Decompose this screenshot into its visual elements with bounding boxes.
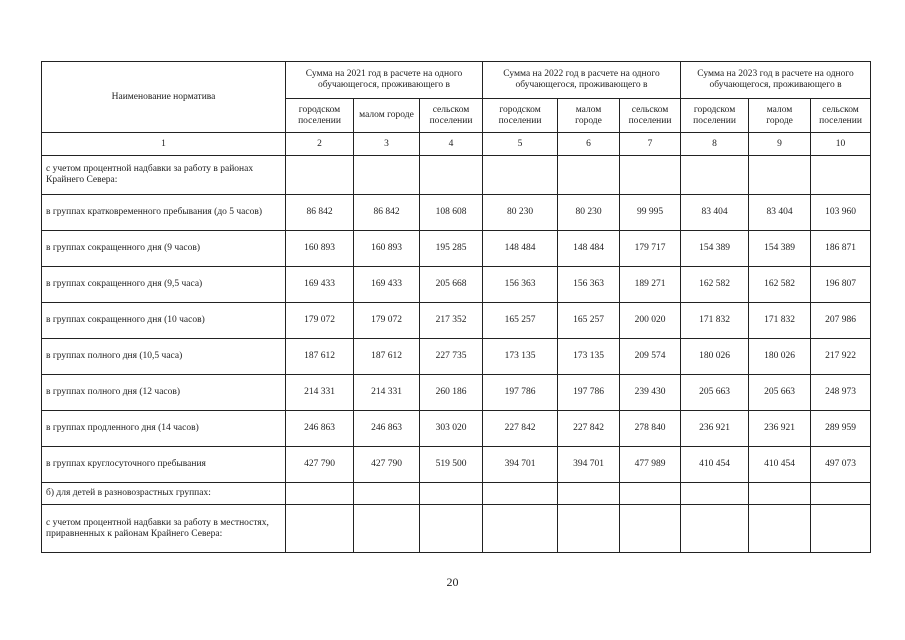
value-cell: 214 331 — [286, 375, 354, 411]
value-cell — [811, 156, 871, 195]
value-cell — [558, 505, 620, 553]
table-row — [42, 483, 871, 505]
sub-header: малом городе — [749, 99, 811, 133]
value-cell: 246 863 — [354, 411, 420, 447]
value-cell — [286, 483, 354, 505]
value-cell: 196 807 — [811, 267, 871, 303]
header-name-cell: Наименование норматива — [42, 62, 286, 133]
value-cell: 180 026 — [749, 339, 811, 375]
page-number: 20 — [446, 575, 459, 589]
row-label: в группах сокращенного дня (10 часов) — [42, 303, 286, 339]
value-cell: 80 230 — [483, 195, 558, 231]
sub-header: малом городе — [354, 99, 420, 133]
value-cell: 173 135 — [558, 339, 620, 375]
value-cell: 214 331 — [354, 375, 420, 411]
value-cell: 394 701 — [483, 447, 558, 483]
row-label: в группах сокращенного дня (9,5 часа) — [42, 267, 286, 303]
value-cell: 205 663 — [681, 375, 749, 411]
value-cell — [749, 505, 811, 553]
value-cell: 154 389 — [749, 231, 811, 267]
sub-header: сельском поселении — [811, 99, 871, 133]
value-cell: 217 922 — [811, 339, 871, 375]
value-cell: 179 072 — [354, 303, 420, 339]
table-row — [42, 156, 871, 195]
sub-header: городском поселении — [286, 99, 354, 133]
table-row — [42, 267, 871, 303]
row-label: в группах продленного дня (14 часов) — [42, 411, 286, 447]
value-cell — [354, 156, 420, 195]
value-cell: 160 893 — [354, 231, 420, 267]
row-label: в группах сокращенного дня (9 часов) — [42, 231, 286, 267]
value-cell: 410 454 — [749, 447, 811, 483]
value-cell: 83 404 — [681, 195, 749, 231]
value-cell: 189 271 — [620, 267, 681, 303]
value-cell: 179 072 — [286, 303, 354, 339]
value-cell — [681, 505, 749, 553]
value-cell: 427 790 — [286, 447, 354, 483]
value-cell: 205 668 — [420, 267, 483, 303]
value-cell: 227 735 — [420, 339, 483, 375]
col-number: 4 — [420, 133, 483, 156]
value-cell — [558, 156, 620, 195]
value-cell: 394 701 — [558, 447, 620, 483]
value-cell: 260 186 — [420, 375, 483, 411]
value-cell — [749, 483, 811, 505]
col-number: 1 — [42, 133, 286, 156]
col-number: 9 — [749, 133, 811, 156]
table-row — [42, 339, 871, 375]
value-cell — [749, 156, 811, 195]
value-cell: 477 989 — [620, 447, 681, 483]
value-cell: 209 574 — [620, 339, 681, 375]
row-label: с учетом процентной надбавки за работу в местностях, приравненных к районам Крайнего Севера: — [42, 505, 286, 553]
value-cell: 148 484 — [483, 231, 558, 267]
row-label: б) для детей в разновозрастных группах: — [42, 483, 286, 505]
value-cell — [620, 156, 681, 195]
value-cell: 236 921 — [749, 411, 811, 447]
sub-header: сельском поселении — [420, 99, 483, 133]
value-cell: 186 871 — [811, 231, 871, 267]
sub-header: городском поселении — [681, 99, 749, 133]
row-label: в группах полного дня (10,5 часа) — [42, 339, 286, 375]
value-cell: 187 612 — [354, 339, 420, 375]
value-cell — [483, 483, 558, 505]
value-cell: 187 612 — [286, 339, 354, 375]
sub-header: городском поселении — [483, 99, 558, 133]
value-cell: 289 959 — [811, 411, 871, 447]
value-cell — [286, 505, 354, 553]
value-cell — [681, 156, 749, 195]
value-cell: 165 257 — [558, 303, 620, 339]
col-number: 5 — [483, 133, 558, 156]
value-cell — [483, 156, 558, 195]
value-cell — [483, 505, 558, 553]
table-row — [42, 505, 871, 553]
value-cell: 173 135 — [483, 339, 558, 375]
value-cell: 160 893 — [286, 231, 354, 267]
table-row — [42, 375, 871, 411]
value-cell: 239 430 — [620, 375, 681, 411]
value-cell: 148 484 — [558, 231, 620, 267]
year-header-2021: Сумма на 2021 год в расчете на одного обучающегося, проживающего в — [286, 62, 483, 99]
value-cell: 99 995 — [620, 195, 681, 231]
sub-header: малом городе — [558, 99, 620, 133]
value-cell — [558, 483, 620, 505]
value-cell: 165 257 — [483, 303, 558, 339]
value-cell — [811, 505, 871, 553]
value-cell: 227 842 — [483, 411, 558, 447]
value-cell: 197 786 — [558, 375, 620, 411]
col-number: 8 — [681, 133, 749, 156]
table-row — [42, 303, 871, 339]
sub-header: сельском поселении — [620, 99, 681, 133]
value-cell — [354, 483, 420, 505]
value-cell: 278 840 — [620, 411, 681, 447]
value-cell — [354, 505, 420, 553]
value-cell: 246 863 — [286, 411, 354, 447]
value-cell: 236 921 — [681, 411, 749, 447]
value-cell — [811, 483, 871, 505]
table-row — [42, 447, 871, 483]
year-header-2023: Сумма на 2023 год в расчете на одного обучающегося, проживающего в — [681, 62, 871, 99]
normatives-table — [41, 61, 871, 553]
table-row — [42, 411, 871, 447]
row-label: с учетом процентной надбавки за работу в районах Крайнего Севера: — [42, 156, 286, 195]
col-number: 2 — [286, 133, 354, 156]
table-row — [42, 195, 871, 231]
value-cell — [420, 483, 483, 505]
value-cell: 205 663 — [749, 375, 811, 411]
value-cell: 86 842 — [354, 195, 420, 231]
value-cell: 154 389 — [681, 231, 749, 267]
col-number: 7 — [620, 133, 681, 156]
value-cell: 169 433 — [286, 267, 354, 303]
value-cell — [620, 505, 681, 553]
value-cell: 427 790 — [354, 447, 420, 483]
row-label: в группах кратковременного пребывания (до 5 часов) — [42, 195, 286, 231]
table-row — [42, 231, 871, 267]
col-number: 6 — [558, 133, 620, 156]
value-cell — [420, 156, 483, 195]
value-cell: 171 832 — [681, 303, 749, 339]
value-cell — [681, 483, 749, 505]
col-number: 10 — [811, 133, 871, 156]
value-cell: 83 404 — [749, 195, 811, 231]
value-cell: 103 960 — [811, 195, 871, 231]
value-cell: 169 433 — [354, 267, 420, 303]
row-label: в группах круглосуточного пребывания — [42, 447, 286, 483]
value-cell: 497 073 — [811, 447, 871, 483]
value-cell: 162 582 — [749, 267, 811, 303]
value-cell: 156 363 — [483, 267, 558, 303]
value-cell: 156 363 — [558, 267, 620, 303]
value-cell: 162 582 — [681, 267, 749, 303]
value-cell: 108 608 — [420, 195, 483, 231]
col-number: 3 — [354, 133, 420, 156]
value-cell: 179 717 — [620, 231, 681, 267]
value-cell: 171 832 — [749, 303, 811, 339]
value-cell: 200 020 — [620, 303, 681, 339]
value-cell — [286, 156, 354, 195]
year-header-2022: Сумма на 2022 год в расчете на одного обучающегося, проживающего в — [483, 62, 681, 99]
value-cell: 227 842 — [558, 411, 620, 447]
value-cell: 86 842 — [286, 195, 354, 231]
row-label: в группах полного дня (12 часов) — [42, 375, 286, 411]
value-cell: 303 020 — [420, 411, 483, 447]
value-cell: 197 786 — [483, 375, 558, 411]
value-cell: 180 026 — [681, 339, 749, 375]
value-cell: 410 454 — [681, 447, 749, 483]
value-cell: 519 500 — [420, 447, 483, 483]
value-cell: 248 973 — [811, 375, 871, 411]
value-cell — [620, 483, 681, 505]
value-cell: 80 230 — [558, 195, 620, 231]
value-cell: 207 986 — [811, 303, 871, 339]
value-cell: 217 352 — [420, 303, 483, 339]
value-cell: 195 285 — [420, 231, 483, 267]
value-cell — [420, 505, 483, 553]
